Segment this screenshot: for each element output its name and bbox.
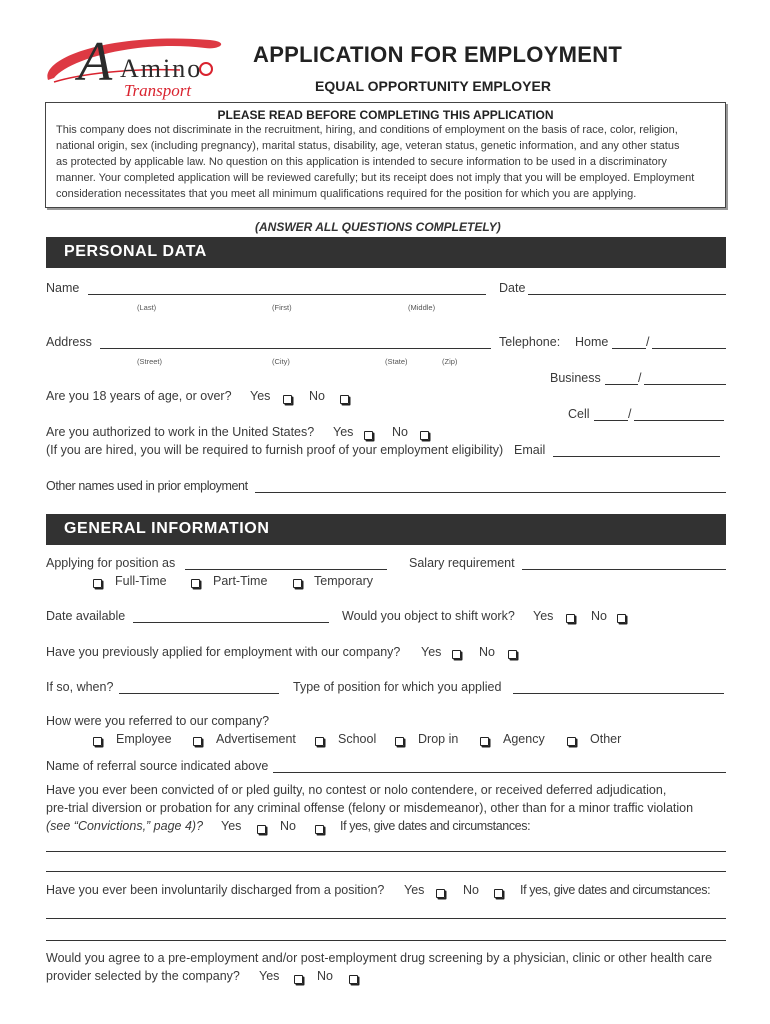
- discharged-no-checkbox[interactable]: [494, 884, 503, 902]
- personal-data-header: [46, 237, 726, 268]
- svg-text:A: A: [78, 31, 113, 93]
- home-area-code-field[interactable]: [612, 348, 646, 349]
- convicted-details-field[interactable]: [46, 851, 726, 852]
- previous-yes-checkbox[interactable]: [452, 645, 461, 663]
- name-sub-first: (First): [272, 303, 292, 312]
- referral-school-checkbox[interactable]: [315, 732, 324, 750]
- name-sub-last: (Last): [137, 303, 157, 312]
- previous-no-label: No: [479, 645, 495, 659]
- position-label: Applying for position as: [46, 556, 176, 570]
- other-names-label: Other names used in prior employment: [46, 479, 248, 493]
- referral-drop-in-checkbox[interactable]: [395, 732, 404, 750]
- drug-yes-checkbox[interactable]: [294, 970, 303, 988]
- other-names-field[interactable]: [255, 492, 726, 493]
- date-label: Date: [499, 281, 526, 295]
- shift-no-checkbox[interactable]: [617, 609, 626, 627]
- drug-yes-label: Yes: [259, 969, 280, 983]
- business-phone-field[interactable]: [644, 384, 726, 385]
- convictions-reference: (see “Convictions,” page 4)?: [46, 819, 204, 833]
- referral-advertisement-checkbox[interactable]: [193, 732, 202, 750]
- address-sub-zip: (Zip): [442, 357, 458, 366]
- notice-line: as protected by applicable law. No question on this application is intended to secure information to be used in a discriminatory: [56, 156, 667, 168]
- date-field[interactable]: [528, 294, 726, 295]
- telephone-label: Telephone:: [499, 335, 561, 349]
- business-phone-label: Business: [550, 371, 601, 385]
- work-no-label: No: [392, 425, 408, 439]
- previous-yes-label: Yes: [421, 645, 442, 659]
- referral-drop-in-label: Drop in: [418, 732, 459, 746]
- work-yes-checkbox[interactable]: [364, 426, 373, 444]
- drug-screening-question-line: provider selected by the company?: [46, 969, 240, 983]
- business-area-code-field[interactable]: [605, 384, 638, 385]
- notice-line: national origin, sex (including pregnancy), marital status, disability, age, veteran status, genetic information, and any other status: [56, 140, 680, 152]
- convicted-yes-checkbox[interactable]: [257, 820, 266, 838]
- email-label: Email: [514, 443, 546, 457]
- discharged-yes-label: Yes: [404, 883, 425, 897]
- referral-school-label: School: [338, 732, 377, 746]
- convicted-yes-label: Yes: [221, 819, 242, 833]
- notice-box: [45, 102, 726, 208]
- age-yes-label: Yes: [250, 389, 271, 403]
- page-subtitle: EQUAL OPPORTUNITY EMPLOYER: [315, 78, 551, 94]
- section-title: GENERAL INFORMATION: [64, 520, 270, 537]
- work-authorization-question: Are you authorized to work in the United States?: [46, 425, 315, 439]
- home-phone-label: Home: [575, 335, 609, 349]
- cell-phone-field[interactable]: [634, 420, 724, 421]
- notice-line: This company does not discriminate in the recruitment, hiring, and conditions of employment on the basis of race, color, religion,: [56, 124, 678, 136]
- salary-label: Salary requirement: [409, 556, 515, 570]
- full-time-checkbox[interactable]: [93, 574, 102, 592]
- address-sub-street: (Street): [137, 357, 163, 366]
- referral-employee-checkbox[interactable]: [93, 732, 102, 750]
- convicted-no-label: No: [280, 819, 296, 833]
- company-logo: [40, 18, 225, 102]
- drug-screening-question-line: Would you agree to a pre-employment and/or post-employment drug screening by a physician, clinic or other health care: [46, 951, 713, 965]
- date-available-field[interactable]: [133, 622, 329, 623]
- referral-other-label: Other: [590, 732, 622, 746]
- work-no-checkbox[interactable]: [420, 426, 429, 444]
- drug-no-label: No: [317, 969, 333, 983]
- cell-phone-slash: /: [628, 407, 632, 421]
- logo-brand-text: Amino: [120, 54, 203, 83]
- section-title: PERSONAL DATA: [64, 243, 207, 260]
- previous-no-checkbox[interactable]: [508, 645, 517, 663]
- temporary-label: Temporary: [314, 574, 374, 588]
- discharged-details-field[interactable]: [46, 940, 726, 941]
- age-no-label: No: [309, 389, 325, 403]
- discharged-if-yes-label: If yes, give dates and circumstances:: [520, 883, 711, 897]
- name-label: Name: [46, 281, 80, 295]
- notice-line: consideration necessitates that you meet all minimum qualifications required for the position for which you are applying.: [56, 188, 637, 200]
- age-question: Are you 18 years of age, or over?: [46, 389, 232, 403]
- notice-line: manner. Your completed application will be reviewed carefully; but its receipt does not imply that you will be employed. Employment: [56, 172, 695, 184]
- when-field[interactable]: [119, 693, 279, 694]
- temporary-checkbox[interactable]: [293, 574, 302, 592]
- position-field[interactable]: [185, 569, 387, 570]
- date-available-label: Date available: [46, 609, 126, 623]
- cell-area-code-field[interactable]: [594, 420, 628, 421]
- proof-note: (If you are hired, you will be required to furnish proof of your employment eligibility): [46, 443, 504, 457]
- age-no-checkbox[interactable]: [340, 390, 349, 408]
- position-type-field[interactable]: [513, 693, 724, 694]
- name-field[interactable]: [88, 294, 486, 295]
- discharged-yes-checkbox[interactable]: [436, 884, 445, 902]
- work-yes-label: Yes: [333, 425, 354, 439]
- referral-question: How were you referred to our company?: [46, 714, 270, 728]
- age-yes-checkbox[interactable]: [283, 390, 292, 408]
- referral-employee-label: Employee: [116, 732, 172, 746]
- discharged-question: Have you ever been involuntarily discharged from a position?: [46, 883, 385, 897]
- referral-other-checkbox[interactable]: [567, 732, 576, 750]
- convicted-question-line: Have you ever been convicted of or pled guilty, no contest or nolo contendere, or received deferred adjudication,: [46, 783, 667, 797]
- referral-advertisement-label: Advertisement: [216, 732, 296, 746]
- full-time-label: Full-Time: [115, 574, 167, 588]
- general-information-header: [46, 514, 726, 545]
- email-field[interactable]: [553, 456, 720, 457]
- referral-source-field[interactable]: [273, 772, 726, 773]
- logo-sub-text: Transport: [124, 81, 192, 100]
- address-label: Address: [46, 335, 92, 349]
- shift-work-question: Would you object to shift work?: [342, 609, 515, 623]
- instruction-text: (ANSWER ALL QUESTIONS COMPLETELY): [255, 220, 501, 234]
- referral-agency-label: Agency: [503, 732, 545, 746]
- shift-no-label: No: [591, 609, 607, 623]
- discharged-no-label: No: [463, 883, 479, 897]
- home-phone-field[interactable]: [652, 348, 726, 349]
- notice-heading: PLEASE READ BEFORE COMPLETING THIS APPLICATION: [217, 108, 554, 122]
- home-phone-slash: /: [646, 335, 650, 349]
- previous-application-question: Have you previously applied for employment with our company?: [46, 645, 401, 659]
- drug-no-checkbox[interactable]: [349, 970, 358, 988]
- referral-agency-checkbox[interactable]: [480, 732, 489, 750]
- shift-yes-label: Yes: [533, 609, 554, 623]
- referral-source-label: Name of referral source indicated above: [46, 759, 269, 773]
- position-type-label: Type of position for which you applied: [293, 680, 502, 694]
- when-label: If so, when?: [46, 680, 114, 694]
- salary-field[interactable]: [522, 569, 726, 570]
- shift-yes-checkbox[interactable]: [566, 609, 575, 627]
- business-phone-slash: /: [638, 371, 642, 385]
- convicted-question-line: pre-trial diversion or probation for any criminal offense (felony or misdemeanor), other than for a minor traffic violation: [46, 801, 694, 815]
- part-time-label: Part-Time: [213, 574, 268, 588]
- convicted-details-field[interactable]: [46, 871, 726, 872]
- cell-phone-label: Cell: [568, 407, 590, 421]
- part-time-checkbox[interactable]: [191, 574, 200, 592]
- address-sub-city: (City): [272, 357, 290, 366]
- address-sub-state: (State): [385, 357, 408, 366]
- name-sub-middle: (Middle): [408, 303, 436, 312]
- page-title: APPLICATION FOR EMPLOYMENT: [253, 42, 623, 67]
- discharged-details-field[interactable]: [46, 918, 726, 919]
- convicted-no-checkbox[interactable]: [315, 820, 324, 838]
- address-field[interactable]: [100, 348, 491, 349]
- convicted-if-yes-label: If yes, give dates and circumstances:: [340, 819, 531, 833]
